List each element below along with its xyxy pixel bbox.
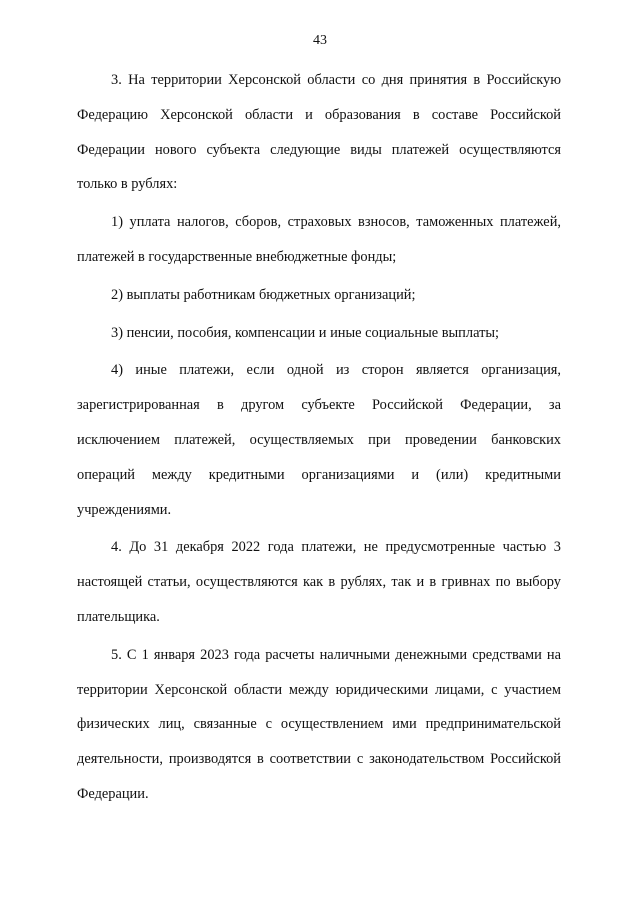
paragraph-5: 5. С 1 января 2023 года расчеты наличными денежными средствами на территории Херсонской области между юридическими лицами, с участием физических лиц, связанные с осуществлением ими предпринимательской деятельности, производятся в соответствии с законодательством Российской Федерации. (77, 646, 561, 802)
document-body (77, 63, 561, 812)
paragraph-3-item-3: 3) пенсии, пособия, компенсации и иные социальные выплаты; (111, 324, 500, 341)
page-number: 43 (313, 33, 327, 48)
paragraph-4: 4. До 31 декабря 2022 года платежи, не предусмотренные частью 3 настоящей статьи, осуществляются как в рублях, так и в гривнах по выбору плательщика. (77, 539, 561, 625)
paragraph-3-item-4: 4) иные платежи, если одной из сторон является организация, зарегистрированная в другом субъекте Российской Федерации, за исключением платежей, осуществляемых при проведении банковских операций между кредитными организациями и (или) кредитными учреждениями. (77, 362, 561, 518)
paragraph-3-item-2: 2) выплаты работникам бюджетных организаций; (111, 286, 416, 303)
paragraph-3: 3. На территории Херсонской области со дня принятия в Российскую Федерацию Херсонской области и образования в составе Российской Федерации нового субъекта следующие виды платежей осуществляются только в рублях: (77, 72, 561, 193)
paragraph-3-item-1: 1) уплата налогов, сборов, страховых взносов, таможенных платежей, платежей в государственные внебюджетные фонды; (77, 214, 561, 265)
